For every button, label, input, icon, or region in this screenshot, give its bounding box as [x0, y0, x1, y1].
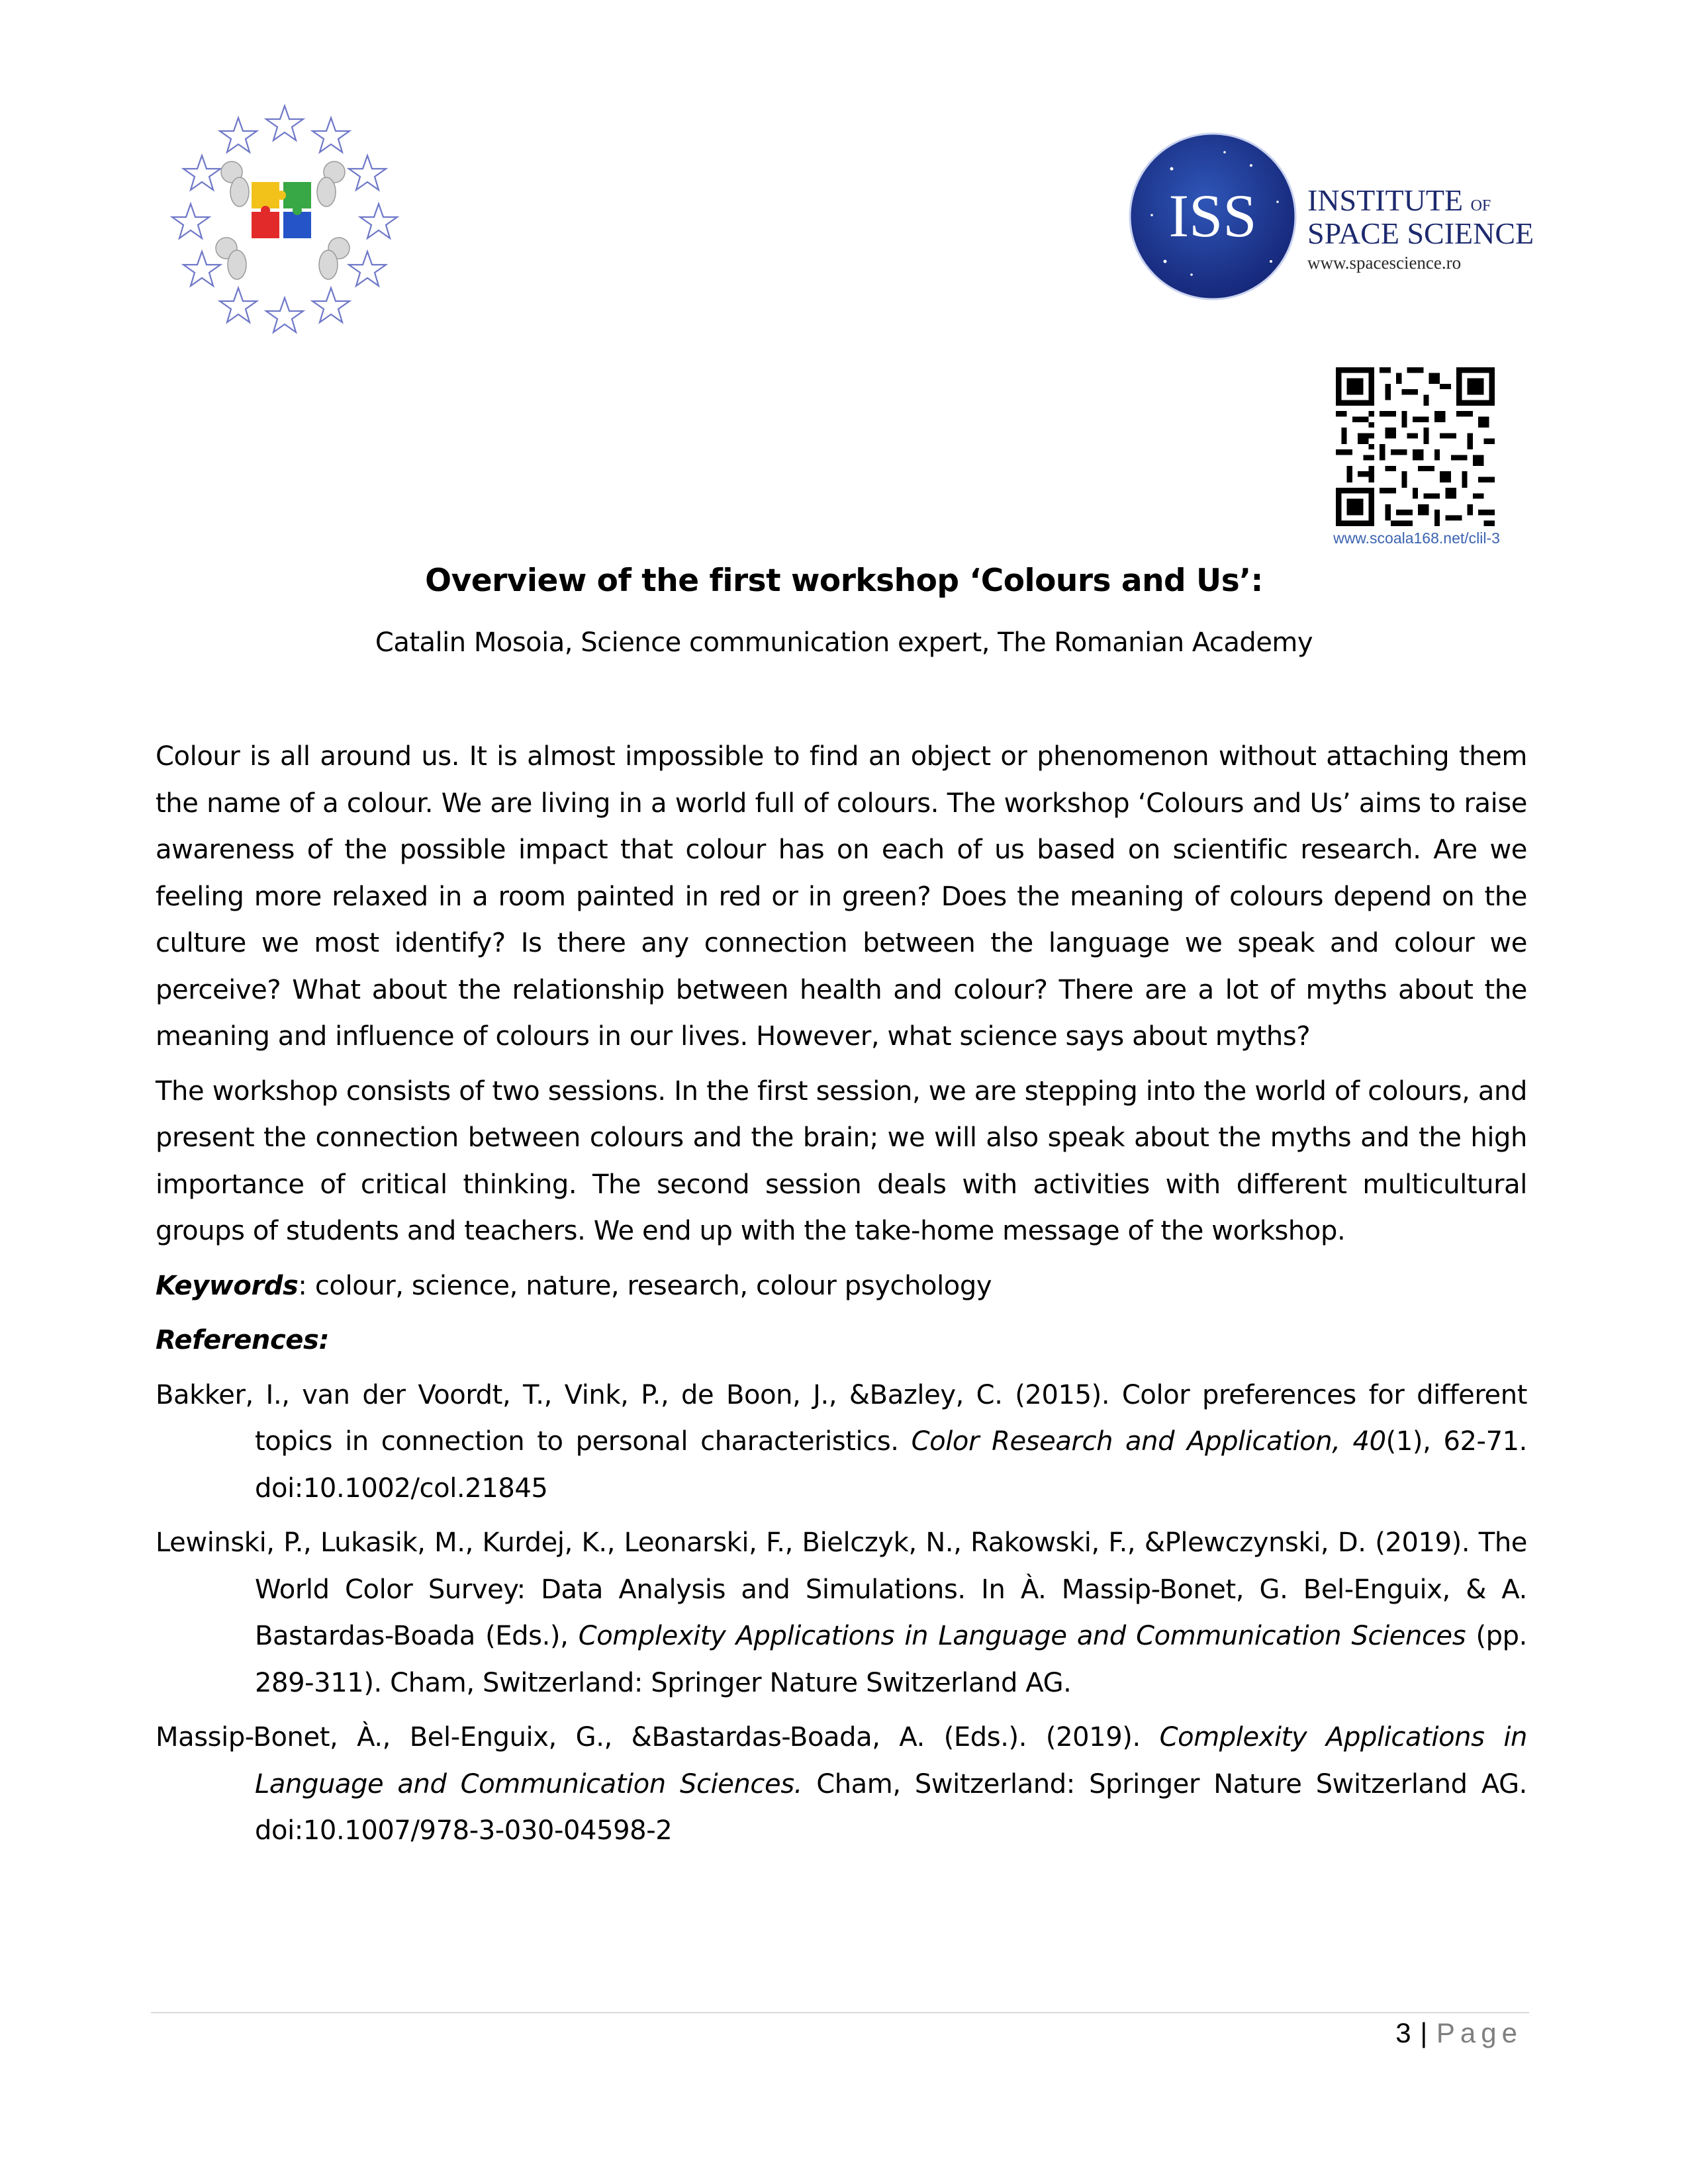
iss-name-line1: INSTITUTE: [1307, 183, 1464, 217]
paragraph-1: Colour is all around us. It is almost impossible to find an object or phenomenon without attaching them the name of a colour. We are living in a world full of colours. The workshop ‘Colours and Us’ aims to raise awareness of the possible impact that colour has on each of us based on scientific research. Are we feeling more relaxed in a room painted in red or in green? Does the meaning of colours depend on the culture we most identify? Is there any connection between the language we speak and colour we perceive? What about the relationship between health and colour? There are a lot of myths about the meaning and influence of colours in our lives. However, what science says about myths?: [156, 741, 1527, 1052]
references-heading: References:: [156, 1325, 330, 1355]
puzzle-people-stars-logo: [165, 99, 404, 338]
page-footer: [1395, 2017, 1523, 2049]
svg-text:ISS: ISS: [1168, 182, 1257, 250]
qr-code-icon: [1336, 367, 1495, 526]
keywords-label: Keywords: [156, 1270, 299, 1301]
reference-item: Lewinski, P., Lukasik, M., Kurdej, K., Leonarski, F., Bielczyk, N., Rakowski, F., &Plewczynski, D. (2019). The World Color Survey: Data Analysis and Simulations. In À. Massip-Bonet, G. Bel-Enguix, & A. Bastardas-Boada (Eds.), Complexity Applications in Language and Communication Sciences (pp. 289-311). Cham, Switzerland: Springer Nature Switzerland AG.: [156, 1527, 1527, 1698]
article-body: [156, 733, 1527, 1862]
iss-globe-logo: [1125, 129, 1301, 304]
iss-name-line2: SPACE SCIENCE: [1307, 216, 1534, 250]
qr-url-link[interactable]: www.scoala168.net/clil-3: [1333, 529, 1500, 547]
page-title: Overview of the first workshop ‘Colours and Us’:: [425, 563, 1263, 599]
paragraph-2: The workshop consists of two sessions. In the first session, we are stepping into the world of colours, and present the connection between colours and the brain; we will also speak about the myths and the high importance of critical thinking. The second session deals with activities with different multicultural groups of students and teachers. We end up with the take-home message of the workshop.: [156, 1075, 1527, 1246]
keywords-line: [156, 1263, 1527, 1310]
page-separator: |: [1420, 2017, 1429, 2048]
iss-institute-logo: [1125, 129, 1536, 304]
page-word: Page: [1436, 2017, 1523, 2048]
keywords-text: : colour, science, nature, research, colour psychology: [298, 1270, 992, 1301]
footer-divider: [151, 2012, 1529, 2013]
author-line: Catalin Mosoia, Science communication expert, The Romanian Academy: [375, 627, 1313, 658]
iss-url: www.spacescience.ro: [1307, 253, 1462, 273]
reference-item: Massip-Bonet, À., Bel-Enguix, G., &Bastardas-Boada, A. (Eds.). (2019). Complexity Applications in Language and Communication Sciences. Cham, Switzerland: Springer Nature Switzerland AG. doi:10.1007/978-3-030-04598-2: [156, 1722, 1528, 1846]
iss-name-of: OF: [1470, 197, 1491, 214]
page-number: 3: [1395, 2017, 1412, 2048]
reference-item: Bakker, I., van der Voordt, T., Vink, P., de Boon, J., &Bazley, C. (2015). Color preferences for different topics in connection to personal characteristics. Color Research and Application, 40(1), 62-71. doi:10.1002/col.21845: [156, 1379, 1527, 1504]
